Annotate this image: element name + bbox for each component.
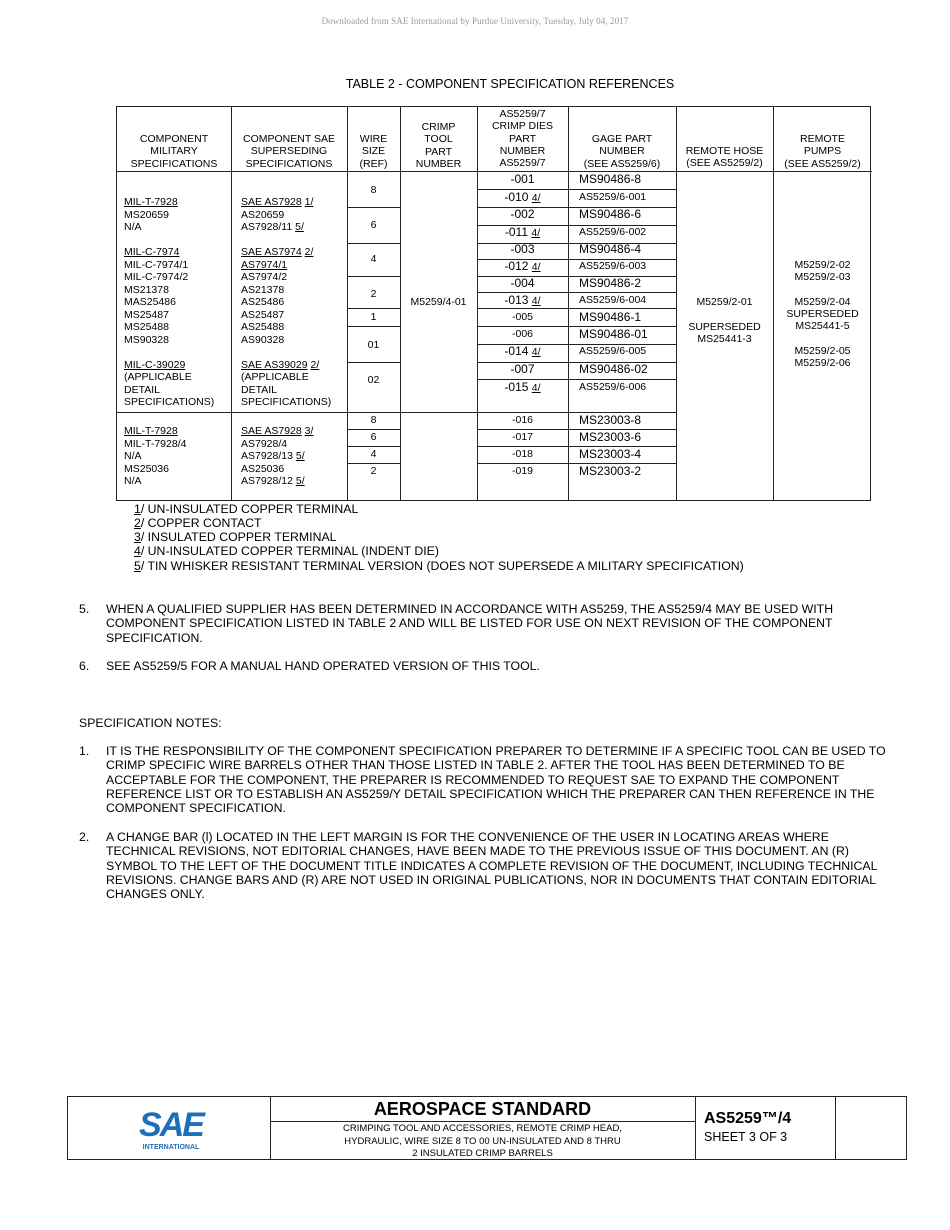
- sae-spec: AS7974/1: [241, 258, 288, 271]
- note-text: WHEN A QUALIFIED SUPPLIER HAS BEEN DETERMINED IN ACCORDANCE WITH AS5259, THE AS5259/4 MAY BE USED WITH COMPONENT SPECIFICATION LISTED IN TABLE 2 AND WILL BE LISTED FOR USE ON NEXT REVISION OF THE COMPONENT SPECIFICATION.: [106, 602, 834, 645]
- footnote-ref: 2/: [304, 246, 314, 258]
- sae-spec: AS25488: [241, 321, 285, 333]
- gage-part-number: MS90486-1: [579, 310, 642, 324]
- die-number-value: -001: [510, 172, 535, 186]
- die-number: -019: [511, 465, 533, 477]
- die-number: [477, 243, 568, 256]
- header-component-sae: COMPONENT SAE SUPERSEDING SPECIFICATIONS: [243, 133, 335, 170]
- wire-size: 4: [370, 448, 377, 460]
- remote-hose-item: SUPERSEDED: [688, 320, 761, 333]
- remote-hose-list: [676, 296, 773, 345]
- mil-spec: (APPLICABLE: [124, 371, 192, 383]
- sae-specs-lower: [241, 425, 313, 488]
- die-number: [477, 191, 568, 205]
- gage-part-number: AS5259/6-003: [579, 260, 647, 272]
- row-rule: [477, 429, 676, 430]
- mil-spec: MS20659: [124, 208, 169, 221]
- footnote-5: 5/ TIN WHISKER RESISTANT TERMINAL VERSION (DOES NOT SUPERSEDE A MILITARY SPECIFICATION): [134, 559, 744, 573]
- sae-logo-icon: [136, 1103, 206, 1155]
- header-rule: [117, 171, 872, 172]
- mil-spec: [124, 234, 214, 247]
- die-number: [477, 294, 568, 308]
- footnote-3: 3/ INSULATED COPPER TERMINAL: [134, 530, 337, 544]
- row-rule: [347, 463, 400, 464]
- header-component-military: COMPONENT MILITARY SPECIFICATIONS: [130, 133, 218, 170]
- mil-spec: [124, 346, 214, 359]
- die-number-value: -013: [504, 293, 529, 307]
- remote-pump-item: M5259/2-04: [794, 295, 851, 308]
- wire-size: 2: [370, 465, 377, 477]
- mil-spec: MS25487: [124, 308, 169, 321]
- remote-pump-item: MS25441-5: [795, 320, 850, 333]
- sae-spec: AS7974/2: [241, 271, 288, 283]
- standard-title: AEROSPACE STANDARD: [373, 1099, 592, 1119]
- sheet-number: SHEET 3 OF 3: [704, 1130, 788, 1144]
- sae-spec: AS21378: [241, 283, 285, 296]
- mil-spec: MIL-C-7974: [124, 246, 180, 258]
- footnote-ref: 4/: [531, 261, 541, 273]
- sae-spec: AS20659: [241, 208, 285, 221]
- remote-hose-item: [676, 308, 773, 320]
- die-number-value: -011: [504, 225, 529, 239]
- sae-spec: SAE AS7928: [241, 425, 302, 437]
- footnote-ref: 4/: [531, 227, 541, 239]
- mil-spec: MS21378: [124, 283, 169, 296]
- mil-spec: SPECIFICATIONS): [124, 396, 215, 408]
- row-rule: [347, 362, 400, 363]
- die-number-value: -003: [510, 242, 535, 256]
- wire-size: 6: [370, 431, 377, 443]
- sae-spec: DETAIL: [241, 383, 277, 396]
- mil-spec: N/A: [124, 475, 142, 487]
- sae-spec: AS90328: [241, 333, 285, 346]
- sae-spec: [241, 346, 331, 359]
- mil-spec: N/A: [124, 221, 142, 233]
- sae-spec: SAE AS7928: [241, 196, 302, 208]
- wire-size: 1: [370, 311, 377, 323]
- die-number: [477, 208, 568, 221]
- spec-note-text: IT IS THE RESPONSIBILITY OF THE COMPONENT SPECIFICATION PREPARER TO DETERMINE IF A SPECIFIC TOOL CAN BE USED TO CRIMP SPECIFIC WIRE BARRELS OTHER THAN THOSE LISTED IN TABLE 2. AFTER THE TOOL HAS BEEN DETERMINED TO BE ACCEPTABLE FOR THE COMPONENT, THE PREPARER IS RECOMMENDED TO REQUEST SAE TO EXPAND THE COMPONENT REFERENCE LIST OR TO ESTABLISH AN AS5259/Y DETAIL SPECIFICATION WHICH THE PREPARER CAN THEN REFERENCE IN THE COMPONENT SPECIFICATION.: [106, 744, 886, 816]
- sae-spec: SAE AS39029: [241, 358, 308, 371]
- die-number: -016: [511, 414, 533, 426]
- die-number-value: -005: [511, 311, 533, 323]
- svg-text:INTERNATIONAL: INTERNATIONAL: [142, 1144, 200, 1151]
- footnote-ref: 4/: [531, 295, 541, 307]
- footnote-ref: 2/: [310, 358, 320, 371]
- note-number: 6.: [79, 659, 90, 673]
- remote-pump-item: SUPERSEDED: [786, 308, 859, 321]
- remote-pump-item: M5259/2-03: [794, 271, 851, 284]
- sae-spec: AS25487: [241, 308, 285, 321]
- die-number-value: -006: [511, 328, 533, 340]
- download-watermark: Downloaded from SAE International by Purdue University, Tuesday, July 04, 2017: [321, 16, 629, 26]
- die-number: [477, 363, 568, 376]
- sae-spec: AS25036: [241, 462, 285, 475]
- gage-part-number: MS23003-6: [579, 430, 642, 444]
- sae-spec: (APPLICABLE: [241, 371, 309, 383]
- wire-size: 8: [370, 414, 377, 426]
- spec-note-number: 2.: [79, 830, 90, 844]
- sae-spec: [241, 234, 331, 247]
- gage-part-number: MS90486-4: [579, 242, 642, 256]
- die-number-value: -002: [510, 207, 535, 221]
- note-text: SEE AS5259/5 FOR A MANUAL HAND OPERATED VERSION OF THIS TOOL.: [106, 659, 540, 673]
- die-number-value: -010: [504, 190, 529, 204]
- remote-pump-item: [773, 284, 872, 296]
- wire-size: 2: [370, 288, 377, 300]
- component-spec-table: [116, 106, 871, 501]
- die-number: -018: [511, 448, 533, 460]
- gage-part-number: MS90486-6: [579, 207, 642, 221]
- footnote-ref: 4/: [531, 346, 541, 358]
- sae-spec: AS7928/12: [241, 475, 293, 487]
- mil-spec: MIL-C-7974/1: [124, 258, 189, 271]
- remote-pump-item: [773, 333, 872, 345]
- title-block-divider: [835, 1097, 836, 1159]
- footnote-ref: 4/: [531, 382, 541, 394]
- standard-subtitle: [270, 1121, 695, 1161]
- footnote-ref: 4/: [531, 192, 541, 204]
- gage-part-number: MS90486-01: [579, 327, 648, 341]
- title-block: [67, 1096, 907, 1160]
- die-number-value: -012: [504, 259, 529, 273]
- die-number: [477, 277, 568, 290]
- row-rule: [347, 276, 400, 277]
- footnote-ref: 1/: [304, 196, 314, 208]
- die-number-value: -007: [510, 362, 535, 376]
- die-number-value: -015: [504, 380, 529, 394]
- die-number-value: -014: [504, 344, 529, 358]
- row-rule: [347, 243, 400, 244]
- row-rule: [347, 429, 400, 430]
- sae-specs-upper: [241, 196, 331, 409]
- spec-note-number: 1.: [79, 744, 90, 758]
- row-rule: [347, 207, 400, 208]
- mil-spec: MIL-C-39029: [124, 358, 186, 371]
- mil-spec: DETAIL: [124, 383, 160, 396]
- sae-spec: AS7928/13: [241, 450, 293, 462]
- sae-spec: AS25486: [241, 296, 285, 308]
- die-number: [477, 328, 568, 341]
- subtitle-line: CRIMPING TOOL AND ACCESSORIES, REMOTE CRIMP HEAD,: [343, 1123, 622, 1134]
- row-rule: [477, 308, 676, 309]
- gage-part-number: AS5259/6-001: [579, 191, 647, 203]
- mil-spec: MS25036: [124, 462, 169, 475]
- row-rule: [347, 326, 400, 327]
- gage-part-number: AS5259/6-004: [579, 294, 647, 306]
- mil-spec: MAS25486: [124, 296, 176, 308]
- mil-spec: MIL-C-7974/2: [124, 271, 189, 283]
- mil-specs-lower: [124, 425, 186, 488]
- wire-size: 6: [370, 219, 377, 231]
- wire-size: 4: [370, 253, 377, 265]
- header-crimp-tool: CRIMP TOOL PART NUMBER: [415, 121, 462, 170]
- footnote-ref: 5/: [295, 221, 304, 233]
- mil-spec: MS25488: [124, 321, 169, 333]
- gage-part-number: AS5259/6-002: [579, 226, 647, 238]
- mil-spec: N/A: [124, 450, 142, 462]
- row-rule: [477, 446, 676, 447]
- mil-spec: MIL-T-7928/4: [124, 437, 187, 450]
- header-remote-pumps: REMOTE PUMPS (SEE AS5259/2): [784, 133, 861, 170]
- die-number: [477, 173, 568, 186]
- footnote-2: 2/ COPPER CONTACT: [134, 516, 262, 530]
- header-crimp-dies: AS5259/7 CRIMP DIES PART NUMBER AS5259/7: [491, 108, 554, 170]
- remote-pumps-list: [773, 259, 872, 370]
- spec-notes-heading: SPECIFICATION NOTES:: [79, 716, 222, 730]
- gage-part-number: MS90486-02: [579, 362, 648, 376]
- sae-spec: AS7928/11: [241, 221, 293, 233]
- footnote-ref: 3/: [304, 425, 314, 437]
- table-title: TABLE 2 - COMPONENT SPECIFICATION REFERENCES: [345, 77, 675, 91]
- mil-spec: MIL-T-7928: [124, 425, 178, 437]
- gage-part-number: MS23003-2: [579, 464, 642, 478]
- mil-specs-upper: [124, 196, 214, 409]
- svg-text:SAE: SAE: [139, 1106, 203, 1144]
- sae-spec: AS7928/4: [241, 437, 288, 450]
- header-wire-size: WIRE SIZE (REF): [359, 133, 388, 170]
- remote-pump-item: M5259/2-02: [794, 259, 851, 271]
- subtitle-line: 2 INSULATED CRIMP BARRELS: [412, 1148, 553, 1159]
- row-rule: [347, 308, 400, 309]
- note-number: 5.: [79, 602, 90, 616]
- gage-part-number: MS23003-4: [579, 447, 642, 461]
- footnote-4: 4/ UN-INSULATED COPPER TERMINAL (INDENT DIE): [134, 544, 439, 558]
- gage-part-number: AS5259/6-006: [579, 381, 647, 393]
- remote-pump-item: M5259/2-05: [794, 345, 851, 358]
- wire-size: 8: [370, 184, 377, 196]
- document-number: AS5259™/4: [704, 1110, 792, 1127]
- row-rule: [347, 446, 400, 447]
- header-remote-hose: REMOTE HOSE (SEE AS5259/2): [685, 145, 764, 170]
- die-number: -017: [511, 431, 533, 443]
- header-gage-part: GAGE PART NUMBER (SEE AS5259/6): [583, 133, 661, 170]
- sae-spec: SPECIFICATIONS): [241, 396, 332, 408]
- die-number: [477, 345, 568, 359]
- wire-size: 01: [367, 339, 380, 351]
- row-rule: [477, 463, 676, 464]
- spec-note-text: A CHANGE BAR (l) LOCATED IN THE LEFT MARGIN IS FOR THE CONVENIENCE OF THE USER IN LOCATING AREAS WHERE TECHNICAL REVISIONS, NOT EDITORIAL CHANGES, HAVE BEEN MADE TO THE PREVIOUS ISSUE OF THIS DOCUMENT. AN (R) SYMBOL TO THE LEFT OF THE DOCUMENT TITLE INDICATES A COMPLETE REVISION OF THE DOCUMENT, INCLUDING TECHNICAL REVISIONS. CHANGE BARS AND (R) ARE NOT USED IN ORIGINAL PUBLICATIONS, NOR IN DOCUMENTS THAT CONTAIN EDITORIAL CHANGES ONLY.: [106, 830, 877, 902]
- mil-spec: MS90328: [124, 333, 169, 346]
- gage-part-number: MS23003-8: [579, 413, 642, 427]
- gage-part-number: MS90486-2: [579, 276, 642, 290]
- die-number: [477, 311, 568, 324]
- remote-hose-item: MS25441-3: [697, 332, 752, 345]
- wire-size: 02: [367, 374, 380, 386]
- title-block-divider: [695, 1097, 696, 1159]
- die-number: [477, 381, 568, 395]
- footnote-1: 1/ UN-INSULATED COPPER TERMINAL: [134, 502, 359, 516]
- die-number: [477, 260, 568, 274]
- footnote-ref: 5/: [295, 475, 305, 487]
- remote-hose-item: M5259/2-01: [696, 296, 753, 308]
- footnote-ref: 5/: [295, 450, 305, 462]
- sae-spec: SAE AS7974: [241, 246, 302, 258]
- remote-pump-item: M5259/2-06: [794, 357, 851, 370]
- gage-part-number: MS90486-8: [579, 172, 642, 186]
- gage-part-number: AS5259/6-005: [579, 345, 647, 357]
- die-number-value: -004: [510, 276, 535, 290]
- subtitle-line: HYDRAULIC, WIRE SIZE 8 TO 00 UN-INSULATED AND 8 THRU: [344, 1135, 621, 1147]
- die-number: [477, 226, 568, 240]
- crimp-tool-part-number: M5259/4-01: [410, 296, 467, 308]
- mil-spec: MIL-T-7928: [124, 196, 178, 208]
